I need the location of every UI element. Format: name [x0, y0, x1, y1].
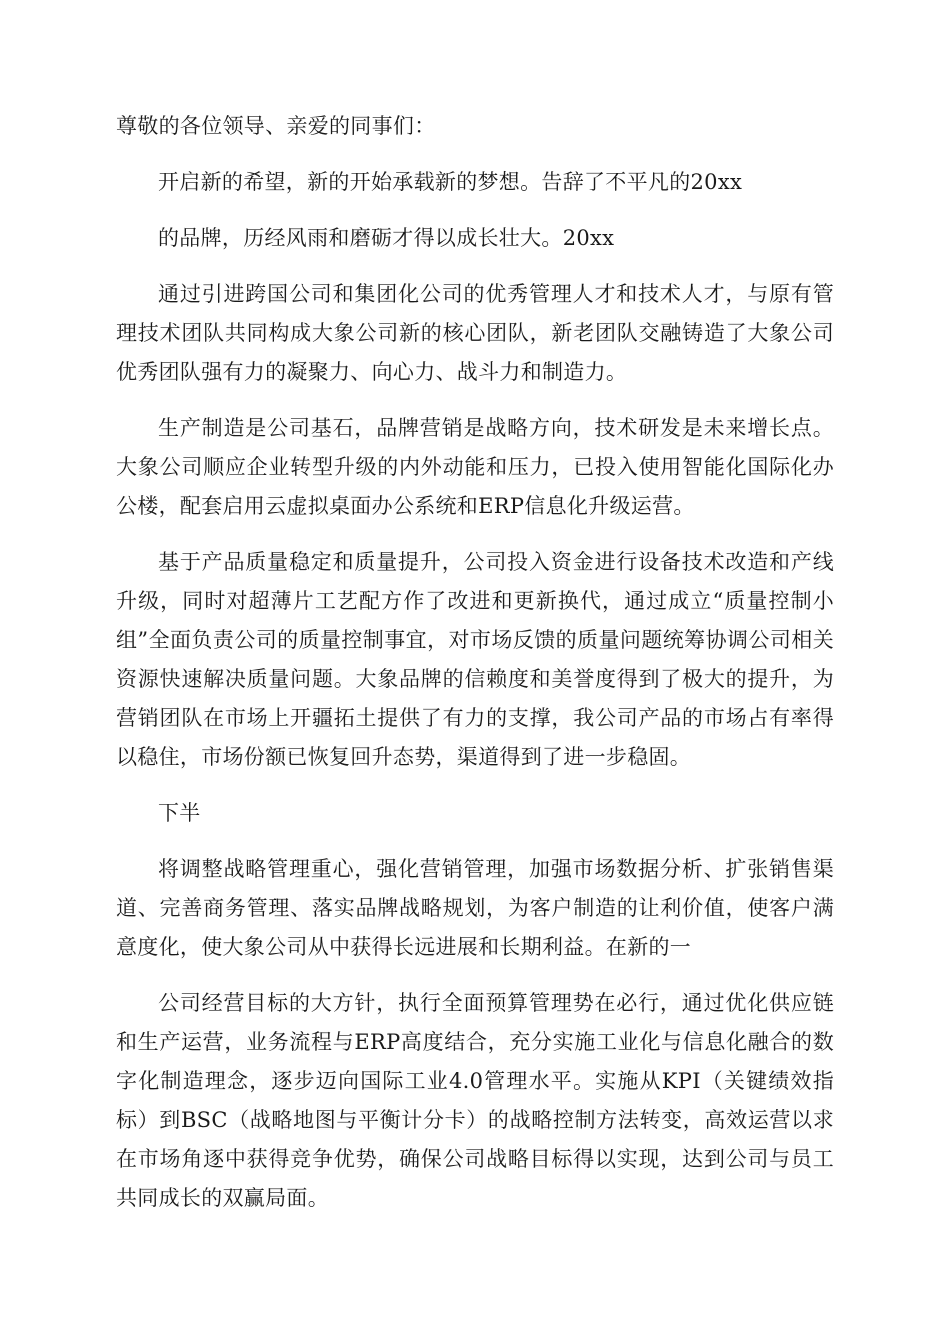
paragraph-5: 基于产品质量稳定和质量提升，公司投入资金进行设备技术改造和产线升级，同时对超薄片工艺配方作了改进和更新换代，通过成立“质量控制小组”全面负责公司的质量控制事宜，对市场反馈的质量问题统筹协调公司相关资源快速解决质量问题。大象品牌的信赖度和美誉度得到了极大的提升，为营销团队在市场上开疆拓土提供了有力的支撑，我公司产品的市场占有率得以稳住，市场份额已恢复回升态势，渠道得到了进一步稳固。	[116, 550, 834, 769]
paragraph-4: 生产制造是公司基石，品牌营销是战略方向，技术研发是未来增长点。大象公司顺应企业转型升级的内外动能和压力，已投入使用智能化国际化办公楼，配套启用云虚拟桌面办公系统和ERP信息化升级运营。	[116, 416, 834, 518]
document-body	[116, 107, 834, 1235]
salutation: 尊敬的各位领导、亲爱的同事们：	[116, 114, 436, 138]
paragraph-2: 的品牌，历经风雨和磨砺才得以成长壮大。20xx	[158, 226, 615, 250]
paragraph-1: 开启新的希望，新的开始承载新的梦想。告辞了不平凡的20xx	[158, 170, 743, 194]
paragraph-3: 通过引进跨国公司和集团化公司的优秀管理人才和技术人才，与原有管理技术团队共同构成大象公司新的核心团队，新老团队交融铸造了大象公司优秀团队强有力的凝聚力、向心力、战斗力和制造力。	[116, 282, 834, 384]
paragraph-8: 公司经营目标的大方针，执行全面预算管理势在必行，通过优化供应链和生产运营，业务流程与ERP高度结合，充分实施工业化与信息化融合的数字化制造理念，逐步迈向国际工业4.0管理水平。实施从KPI（关键绩效指标）到BSC（战略地图与平衡计分卡）的战略控制方法转变，高效运营以求在市场角逐中获得竞争优势，确保公司战略目标得以实现，达到公司与员工共同成长的双赢局面。	[116, 991, 834, 1210]
paragraph-6: 下半	[158, 801, 201, 825]
paragraph-7: 将调整战略管理重心，强化营销管理，加强市场数据分析、扩张销售渠道、完善商务管理、落实品牌战略规划，为客户制造的让利价值，使客户满意度化，使大象公司从中获得长远进展和长期利益。在新的一	[116, 857, 834, 959]
